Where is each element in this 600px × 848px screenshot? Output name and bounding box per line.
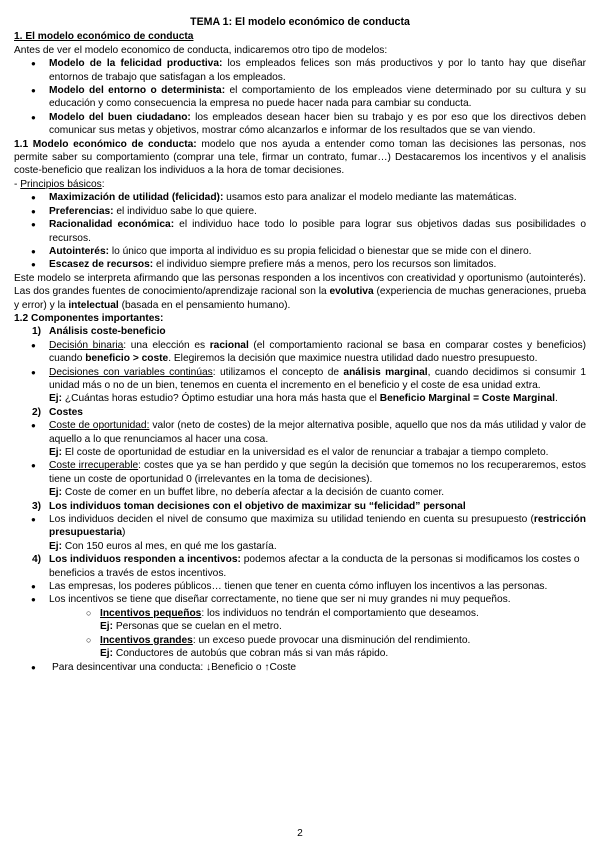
text: Los incentivos se tiene que diseñar correctamente, no tiene que ser ni muy grandes ni muy pequeños. <box>49 594 511 606</box>
section-1-heading: 1. El modelo económico de conducta <box>14 31 194 43</box>
model-text: los empleados desean hacer bien su trabajo y es por eso que los directivos deben comunicar sus metas y objetivos, mostrar cómo alcanzarlos e informar de los resultados que se van viendo. <box>49 111 586 137</box>
bold-term: restricción presupuestaria <box>49 514 586 539</box>
list-item <box>14 339 586 366</box>
list-item <box>14 245 586 258</box>
section-1-1-paragraph <box>14 138 586 178</box>
component-title: Análisis coste-beneficio <box>49 326 166 338</box>
text: : costes que ya se han perdido y que según la decisión que tomemos no los recuperaremos, estos tiene un coste de oportunidad 0 (irrelevantes en la toma de decisiones). <box>49 460 587 485</box>
list-item <box>14 258 586 271</box>
list-item <box>14 191 586 204</box>
list-item <box>14 111 586 138</box>
document-page <box>14 16 586 674</box>
list-item <box>14 57 586 84</box>
list-item <box>14 661 586 674</box>
principio-text: usamos esto para analizar el modelo mediante las matemáticas. <box>223 192 517 204</box>
text: (el comportamiento racional se basa en comparar costes y beneficios) cuando <box>49 339 587 365</box>
text: ¿Cuántas horas estudio? Óptimo estudiar una hora más hasta que el <box>62 393 380 405</box>
principio-term: Maximización de utilidad (felicidad): <box>49 192 224 204</box>
model-term: Modelo de la felicidad productiva: <box>49 58 223 70</box>
text: Personas que se cuelan en el metro. <box>113 621 282 633</box>
item-number: 3) <box>32 500 42 512</box>
component-2-list <box>14 419 586 446</box>
component-4-list <box>14 580 586 607</box>
text: . Elegiremos la decisión que maximice nuestra utilidad dado nuestro presupuesto. <box>168 353 538 365</box>
text: , cuando decidimos si consumir 1 unidad más o no de un bien, tenemos en cuenta el incremento en el beneficio y el coste de esa unidad extra. <box>49 366 587 391</box>
example-text <box>14 446 586 459</box>
text: podemos afectar a la conducta de la personas si modificamos los costes o beneficios a través de estos incentivos. <box>49 554 580 579</box>
text: ) <box>122 527 126 539</box>
list-item <box>14 513 586 540</box>
bold-term: intelectual <box>68 299 119 311</box>
models-list <box>14 57 586 137</box>
component-2-list-b <box>14 459 586 486</box>
principio-term: Autointerés: <box>49 245 109 257</box>
underlined-term: Incentivos grandes <box>100 634 193 646</box>
bold-term: beneficio > coste <box>85 353 169 365</box>
text: : utilizamos el concepto de <box>212 366 344 378</box>
bold-term: evolutiva <box>329 286 374 298</box>
principios-list <box>14 191 586 271</box>
component-title: Los individuos toman decisiones con el objetivo de maximizar su “felicidad” personal <box>49 500 466 512</box>
text: Las empresas, los poderes públicos… tienen que tener en cuenta cómo influyen los incentivos a las personas. <box>49 581 548 593</box>
list-item <box>14 84 586 111</box>
bold-term: análisis marginal <box>343 366 428 378</box>
principio-term: Escasez de recursos: <box>49 259 154 271</box>
bold-term: racional <box>209 339 249 351</box>
section-1-2-heading: 1.2 Componentes importantes: <box>14 312 164 324</box>
model-term: Modelo del entorno o determinista: <box>49 85 226 97</box>
underlined-term: Coste irrecuperable <box>49 460 139 472</box>
text: Para desincentivar una conducta: ↓Beneficio o ↑Coste <box>52 661 297 673</box>
model-text: el comportamiento de los empleados viene determinado por su cultura y su educación y como consecuencia la empresa no puede hacer nada para cambiar su conducta. <box>49 85 586 110</box>
dash: - <box>14 178 21 190</box>
underlined-term: Decisiones con variables continúas <box>49 366 213 378</box>
example-text <box>14 647 586 660</box>
text: : los individuos no tendrán el comportamiento que deseamos. <box>201 607 479 619</box>
principio-term: Preferencias: <box>49 205 114 217</box>
list-item <box>14 218 586 245</box>
text: Este modelo se interpreta afirmando que las personas responden a los incentivos con creatividad y oportunismo (autointerés). Las dos grandes fuentes de conocimiento/aprendizaje racional son la <box>14 272 586 298</box>
principio-text: el individuo hace todo lo posible para lograr sus objetivos dadas sus posibilidades o recursos. <box>49 219 586 244</box>
section-1-1-heading: 1.1 Modelo económico de conducta: <box>14 138 197 150</box>
colon: : <box>101 178 105 190</box>
example-label: Ej: <box>49 540 63 552</box>
component-1-list <box>14 339 586 393</box>
principio-term: Racionalidad económica: <box>49 219 175 231</box>
example-text <box>14 620 586 633</box>
example-label: Ej: <box>100 648 114 660</box>
list-item <box>14 634 586 647</box>
incentives-sublist <box>14 607 586 620</box>
page-title: TEMA 1: El modelo económico de conducta <box>190 16 410 28</box>
evolution-paragraph <box>14 272 586 312</box>
model-text: los empleados felices son más productivos y por lo tanto hay que diseñar entornos de trabajo que satisfagan a los empleados. <box>49 58 586 83</box>
list-item <box>14 205 586 218</box>
example-label: Ej: <box>100 621 114 633</box>
bold-term: Beneficio Marginal = Coste Marginal <box>379 393 555 405</box>
component-2-heading <box>14 406 586 419</box>
text: . <box>554 393 558 405</box>
text: (experiencia de muchas generaciones, prueba y error) y la <box>14 286 586 311</box>
section-1-1-text: modelo que nos ayuda a entender como toman las decisiones las personas, nos permite saber su comportamiento (comprar una tele, firmar un contrato, fumar…) Destacaremos los incentivos y el analisis coste-beneficio que realizan los individuos a la hora de tomar decisiones. <box>14 138 586 177</box>
component-4-heading <box>14 553 586 580</box>
item-number: 2) <box>32 406 42 418</box>
text: Con 150 euros al mes, en qué me los gastaría. <box>62 540 277 552</box>
text: El coste de oportunidad de estudiar en la universidad es el valor de renunciar a trabajar a tiempo completo. <box>62 447 549 458</box>
example-label: Ej: <box>49 487 63 499</box>
text: : una elección es <box>123 339 210 351</box>
text: Coste de comer en un buffet libre, no debería afectar a la decisión de cuanto comer. <box>62 487 445 499</box>
list-item <box>14 607 586 620</box>
text: : un exceso puede provocar una disminución del rendimiento. <box>192 634 471 646</box>
example-label: Ej: <box>49 447 63 458</box>
component-title: Los individuos responden a incentivos: <box>49 554 241 566</box>
model-term: Modelo del buen ciudadano: <box>49 111 191 123</box>
component-3-list <box>14 513 586 540</box>
example-text <box>14 486 586 499</box>
list-item <box>14 459 586 486</box>
principio-text: lo único que importa al individuo es su propia felicidad o bienestar que se mide con el dinero. <box>109 245 532 257</box>
underlined-term: Decisión binaria <box>49 339 124 351</box>
intro-text: Antes de ver el modelo economico de conducta, indicaremos otro tipo de modelos: <box>14 44 388 56</box>
item-number: 4) <box>32 554 42 566</box>
component-3-heading <box>14 500 586 513</box>
example-label: Ej: <box>49 393 63 405</box>
list-item <box>14 593 586 606</box>
list-item <box>14 580 586 593</box>
underlined-term: Incentivos pequeños <box>100 607 202 619</box>
principios-heading <box>14 178 586 191</box>
item-number: 1) <box>32 326 42 338</box>
principio-text: el individuo sabe lo que quiere. <box>113 205 257 217</box>
principio-text: el individuo siempre prefiere más a menos, pero los recursos son limitados. <box>153 259 497 271</box>
incentives-sublist-b <box>14 634 586 647</box>
principios-title: Principios básicos <box>20 178 102 190</box>
text: (basada en el pensamiento humano). <box>118 299 291 311</box>
example-text <box>14 540 586 553</box>
final-list <box>14 661 586 674</box>
example-text <box>14 392 586 405</box>
text: valor (neto de costes) de la mejor alternativa posible, aquello que nos da más utilidad y valor de aquello a lo que renunciamos al hacer una cosa. <box>49 420 586 445</box>
component-1-heading <box>14 325 586 338</box>
text: Los individuos deciden el nivel de consumo que maximiza su utilidad teniendo en cuenta su presupuesto ( <box>49 514 534 526</box>
component-title: Costes <box>49 406 83 418</box>
list-item <box>14 419 586 446</box>
page-number: 2 <box>297 828 303 839</box>
list-item <box>14 366 586 393</box>
underlined-term: Coste de oportunidad: <box>49 420 150 432</box>
text: Conductores de autobús que cobran más si van más rápido. <box>113 648 389 660</box>
